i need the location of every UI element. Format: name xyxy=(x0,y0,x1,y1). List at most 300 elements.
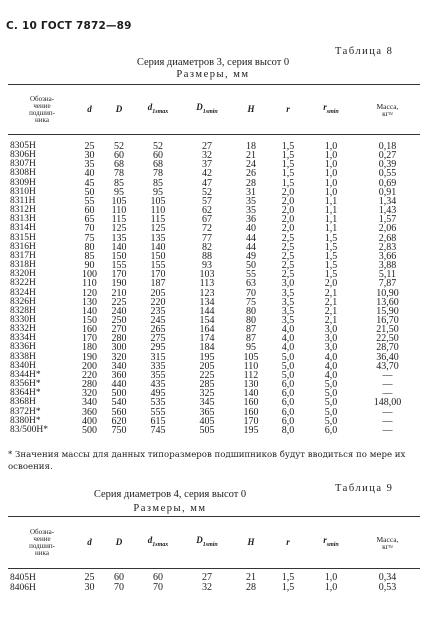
table-cell: 1,5 xyxy=(324,269,338,281)
table-cell: 44 xyxy=(246,241,256,253)
table-cell: 68 xyxy=(153,159,163,171)
table-cell: 26 xyxy=(246,168,256,180)
table-cell: 140 xyxy=(82,305,97,317)
table-cell: 6,0 xyxy=(281,406,295,418)
table-cell: 1,5 xyxy=(324,260,338,272)
table-cell: 28 xyxy=(246,177,256,189)
table-cell: — xyxy=(382,369,393,381)
table-cell: 32 xyxy=(202,582,212,594)
table-cell: 1,5 xyxy=(281,141,295,152)
table-cell: 187 xyxy=(150,278,166,290)
table-cell: 42 xyxy=(202,168,212,180)
table-cell: 80 xyxy=(246,314,256,326)
table-cell: 60 xyxy=(84,205,95,217)
table-cell: 325 xyxy=(199,388,215,400)
table-cell: 8364H* xyxy=(10,388,41,399)
table-cell: 8344H* xyxy=(10,369,41,380)
table-cell: 540 xyxy=(111,397,127,409)
table-cell: 70 xyxy=(246,287,256,299)
table-cell: 615 xyxy=(150,415,166,427)
table-cell: 1,43 xyxy=(378,205,397,217)
col-header-H: H xyxy=(247,537,255,547)
table-cell: 52 xyxy=(202,186,212,198)
table-row xyxy=(8,234,420,243)
col-header-r: r xyxy=(286,537,290,547)
table-cell: 0,34 xyxy=(378,572,397,583)
table-cell: 57 xyxy=(202,195,212,207)
table-cell: 2,0 xyxy=(281,195,295,207)
table-cell: 45 xyxy=(84,177,95,189)
table-cell: 112 xyxy=(243,369,259,381)
table-cell: 78 xyxy=(153,168,163,180)
table-cell: 8324H xyxy=(10,287,36,298)
table-cell: — xyxy=(382,424,393,436)
table-cell: 8330H xyxy=(10,314,36,325)
table-cell: 105 xyxy=(243,351,259,363)
table-cell: 4,0 xyxy=(281,342,295,354)
table-row xyxy=(8,142,420,151)
table-cell: 103 xyxy=(199,269,215,281)
table-cell: 150 xyxy=(111,250,127,262)
table-cell: 115 xyxy=(150,214,166,226)
table-cell: 5,0 xyxy=(324,415,338,427)
table-row xyxy=(8,573,420,583)
table-cell: 8307H xyxy=(10,159,36,170)
table-cell: 2,5 xyxy=(281,232,295,244)
table-cell: 80 xyxy=(84,241,95,253)
table-cell: 8322H xyxy=(10,278,36,289)
table-cell: 150 xyxy=(82,314,97,326)
table-cell: 110 xyxy=(243,360,259,372)
table9-body xyxy=(8,573,420,593)
table-cell: 2,68 xyxy=(378,232,397,244)
table-cell: 130 xyxy=(82,296,97,308)
table-cell: 265 xyxy=(150,324,166,336)
table-cell: 2,5 xyxy=(281,269,295,281)
table-cell: 320 xyxy=(82,388,97,400)
table-cell: 5,0 xyxy=(281,369,295,381)
table-cell: 110 xyxy=(111,205,127,217)
table-cell: 55 xyxy=(246,269,256,281)
col-header-rsmin: $r_{smin}$ xyxy=(323,101,339,115)
col-header-designation: Обозна- чение подшип- ника xyxy=(29,94,55,124)
table-row xyxy=(8,426,420,435)
table-cell: 18 xyxy=(246,141,256,152)
table-cell: 150 xyxy=(150,250,166,262)
table-cell: 93 xyxy=(202,260,212,272)
table-cell: 155 xyxy=(150,260,166,272)
table-cell: 2,1 xyxy=(324,296,338,308)
table-cell: 95 xyxy=(153,186,163,198)
table-cell: 37 xyxy=(202,159,212,171)
table-cell: 7,87 xyxy=(378,278,397,290)
table-cell: 140 xyxy=(111,241,127,253)
col-header-d1smax: $d_{1smax}$ xyxy=(147,101,169,115)
table-cell: 0,53 xyxy=(378,582,397,594)
col-header-D: D xyxy=(115,537,123,547)
table-cell: 1,5 xyxy=(281,177,295,189)
table-cell: 135 xyxy=(111,232,127,244)
table-cell: 1,0 xyxy=(324,159,338,171)
table-cell: 35 xyxy=(84,159,95,171)
table-cell: 88 xyxy=(202,250,212,262)
table-cell: 4,0 xyxy=(324,369,338,381)
table-cell: 2,1 xyxy=(324,305,338,317)
table-row xyxy=(8,243,420,252)
table-cell: 160 xyxy=(243,406,259,418)
table-row xyxy=(8,197,420,206)
table-cell: 105 xyxy=(111,195,127,207)
table-cell: 40 xyxy=(84,168,95,180)
table-cell: 1,0 xyxy=(324,141,338,152)
table-cell: 1,5 xyxy=(281,572,295,583)
table-cell: 85 xyxy=(114,177,124,189)
table-cell: 105 xyxy=(150,195,166,207)
table-cell: 30 xyxy=(84,582,95,594)
table-cell: 32 xyxy=(202,150,212,162)
table-cell: 72 xyxy=(202,223,212,235)
table-row xyxy=(8,188,420,197)
table8-body xyxy=(8,142,420,435)
table-cell: 3,66 xyxy=(378,250,397,262)
table-cell: 1,1 xyxy=(324,205,338,217)
table-cell: 160 xyxy=(82,324,97,336)
table-cell: 8356H* xyxy=(10,379,41,390)
table-cell: 2,5 xyxy=(281,260,295,272)
table-cell: 535 xyxy=(150,397,166,409)
table-cell: 195 xyxy=(243,424,259,436)
table-cell: 1,0 xyxy=(324,168,338,180)
table8-footnote: * Значения массы для данных типоразмеров подшипников будут вводиться по мере их освоения. xyxy=(8,450,406,472)
table-cell: 44 xyxy=(246,232,256,244)
table-cell: 95 xyxy=(114,186,124,198)
table-cell: 195 xyxy=(199,351,215,363)
table-cell: 0,69 xyxy=(378,177,397,189)
table-cell: 1,0 xyxy=(324,582,338,594)
table-cell: 170 xyxy=(82,333,97,345)
table-cell: 148,00 xyxy=(373,397,402,409)
table-cell: 8312H xyxy=(10,205,36,216)
table-cell: 154 xyxy=(199,314,215,326)
table-cell: 67 xyxy=(202,214,212,226)
table-cell: 170 xyxy=(243,415,259,427)
table-cell: 8311H xyxy=(10,195,36,206)
col-header-rsmin: $r_{smin}$ xyxy=(323,534,339,548)
table-cell: — xyxy=(382,379,393,391)
table-cell: 275 xyxy=(150,333,166,345)
table-cell: 8406H xyxy=(10,583,36,594)
table-cell: 140 xyxy=(150,241,166,253)
table-cell: 205 xyxy=(150,287,166,299)
table-cell: 40 xyxy=(246,223,256,235)
table-cell: 8326H xyxy=(10,296,36,307)
table-cell: 25 xyxy=(84,572,95,583)
table-cell: 5,11 xyxy=(378,269,397,281)
table9 xyxy=(8,516,420,593)
table-cell: 3,0 xyxy=(324,324,338,336)
table8 xyxy=(8,84,420,435)
table-cell: 6,0 xyxy=(281,415,295,427)
table-cell: 10,90 xyxy=(376,287,399,299)
table-cell: 8332H xyxy=(10,324,36,335)
col-header-d: d xyxy=(87,104,92,114)
table-cell: 2,0 xyxy=(281,205,295,217)
table-cell: 120 xyxy=(82,287,97,299)
table-cell: 77 xyxy=(202,232,212,244)
table-cell: 400 xyxy=(82,415,97,427)
table-cell: 1,34 xyxy=(378,195,397,207)
table-cell: 130 xyxy=(243,379,259,391)
table-row xyxy=(8,151,420,160)
table-cell: 620 xyxy=(111,415,127,427)
table-cell: 285 xyxy=(199,379,215,391)
table-cell: 8316H xyxy=(10,241,36,252)
table-cell: 2,0 xyxy=(281,223,295,235)
table-cell: 1,1 xyxy=(324,214,338,226)
table-cell: 144 xyxy=(199,305,215,317)
table-cell: 1,1 xyxy=(324,195,338,207)
table-cell: 1,5 xyxy=(324,232,338,244)
table-cell: 85 xyxy=(84,250,95,262)
table8-caption: Серия диаметров 3, серия высот 0 xyxy=(136,57,290,68)
table-cell: 205 xyxy=(199,360,215,372)
table-cell: 27 xyxy=(202,572,212,583)
col-header-D: D xyxy=(115,104,123,114)
table-cell: 27 xyxy=(202,141,212,152)
table-cell: 240 xyxy=(111,305,127,317)
table-cell: 3,5 xyxy=(281,287,295,299)
table-cell: 5,0 xyxy=(324,379,338,391)
table-cell: 135 xyxy=(150,232,166,244)
table-cell: 360 xyxy=(111,369,127,381)
table-cell: 35 xyxy=(246,205,256,217)
table-cell: 30 xyxy=(84,150,95,162)
table-cell: 3,5 xyxy=(281,305,295,317)
table-cell: 164 xyxy=(199,324,215,336)
table-cell: 21,50 xyxy=(376,324,399,336)
table-cell: 155 xyxy=(111,260,127,272)
table-cell: 300 xyxy=(111,342,127,354)
table-cell: 16,70 xyxy=(376,314,399,326)
table-cell: 184 xyxy=(199,342,215,354)
table-cell: 345 xyxy=(199,397,215,409)
table-cell: 125 xyxy=(111,223,127,235)
table-cell: 1,1 xyxy=(324,223,338,235)
table-cell: 8372H* xyxy=(10,406,41,417)
table-row xyxy=(8,252,420,261)
table-cell: 4,0 xyxy=(324,360,338,372)
table-cell: 200 xyxy=(82,360,97,372)
table-cell: 500 xyxy=(111,388,127,400)
col-header-D1smin: $D_{1smin}$ xyxy=(196,534,218,548)
table-cell: 190 xyxy=(82,351,97,363)
table-cell: 2,0 xyxy=(281,186,295,198)
table-cell: 1,0 xyxy=(324,186,338,198)
table-row xyxy=(8,206,420,215)
col-header-mass: Масса, кг≈ xyxy=(376,534,399,551)
table-cell: 495 xyxy=(150,388,166,400)
table-cell: 28,70 xyxy=(376,342,399,354)
table8-header-row xyxy=(8,85,420,135)
table-cell: 2,1 xyxy=(324,287,338,299)
table-cell: 31 xyxy=(246,186,256,198)
table-row xyxy=(8,160,420,169)
col-header-mass: Масса, кг≈ xyxy=(376,101,399,118)
table-cell: 85 xyxy=(153,177,163,189)
table-cell: 83/500H* xyxy=(10,424,48,435)
table-cell: 62 xyxy=(202,205,212,217)
table-cell: 8334H xyxy=(10,333,36,344)
table-cell: 8,0 xyxy=(281,424,295,436)
table-cell: 360 xyxy=(82,406,97,418)
table-cell: 28 xyxy=(246,582,256,594)
table-cell: 8310H xyxy=(10,186,36,197)
table-cell: 315 xyxy=(150,351,166,363)
col-header-d1smax: $d_{1smax}$ xyxy=(147,534,169,548)
table-cell: 8305H xyxy=(10,141,36,151)
table-cell: 555 xyxy=(150,406,166,418)
table-cell: 95 xyxy=(246,342,256,354)
table-cell: 140 xyxy=(243,388,259,400)
table-cell: 1,5 xyxy=(281,582,295,594)
table-cell: 8306H xyxy=(10,150,36,161)
table-cell: 70 xyxy=(84,223,95,235)
table-cell: — xyxy=(382,406,393,418)
table-cell: 8308H xyxy=(10,168,36,179)
table-cell: 3,5 xyxy=(281,314,295,326)
table-cell: 1,5 xyxy=(324,250,338,262)
table-cell: 180 xyxy=(82,342,97,354)
table-cell: 8313H xyxy=(10,214,36,225)
table-row xyxy=(8,270,420,279)
table-cell: 43,70 xyxy=(376,360,399,372)
table-cell: 2,1 xyxy=(324,314,338,326)
table-cell: 0,39 xyxy=(378,159,397,171)
table-cell: 8315H xyxy=(10,232,36,243)
table-cell: 3,5 xyxy=(281,296,295,308)
table-cell: 60 xyxy=(114,572,124,583)
table-cell: 36,40 xyxy=(376,351,399,363)
table-cell: 225 xyxy=(199,369,215,381)
table-cell: 1,5 xyxy=(324,241,338,253)
table-cell: 8405H xyxy=(10,573,36,583)
table-cell: 235 xyxy=(150,305,166,317)
table-cell: 170 xyxy=(111,269,127,281)
table-cell: — xyxy=(382,415,393,427)
table-cell: 2,5 xyxy=(281,241,295,253)
table-cell: 174 xyxy=(199,333,215,345)
table-cell: 50 xyxy=(84,186,95,198)
table-cell: 320 xyxy=(111,351,127,363)
table-cell: 2,83 xyxy=(378,241,397,253)
table-row xyxy=(8,169,420,178)
table-cell: 280 xyxy=(111,333,127,345)
table-cell: 60 xyxy=(153,572,163,583)
table-cell: 60 xyxy=(153,150,163,162)
table-cell: 47 xyxy=(202,177,212,189)
table-cell: 3,0 xyxy=(324,333,338,345)
table-cell: 21 xyxy=(246,572,256,583)
table-cell: 1,5 xyxy=(281,159,295,171)
table-cell: 49 xyxy=(246,250,256,262)
table-cell: 6,0 xyxy=(281,388,295,400)
table-cell: 5,0 xyxy=(281,360,295,372)
table-row xyxy=(8,179,420,188)
table-cell: 8318H xyxy=(10,260,36,271)
table8-label: Таблица 8 xyxy=(335,46,394,57)
table-cell: 220 xyxy=(82,369,97,381)
table-cell: 70 xyxy=(153,582,163,594)
table-cell: 115 xyxy=(111,214,127,226)
col-header-H: H xyxy=(247,104,255,114)
table-cell: 8340H xyxy=(10,360,36,371)
table-cell: 3,0 xyxy=(281,278,295,290)
table-cell: 123 xyxy=(199,287,215,299)
table-cell: 1,5 xyxy=(281,150,295,162)
table-cell: 15,90 xyxy=(376,305,399,317)
table-cell: 335 xyxy=(150,360,166,372)
table-cell: 13,60 xyxy=(376,296,399,308)
table-cell: 110 xyxy=(150,205,166,217)
table-cell: 355 xyxy=(150,369,166,381)
table-cell: 75 xyxy=(246,296,256,308)
table-cell: 75 xyxy=(84,232,95,244)
table-cell: 5,0 xyxy=(324,406,338,418)
table-cell: 435 xyxy=(150,379,166,391)
table-cell: 270 xyxy=(111,324,127,336)
table-cell: 78 xyxy=(114,168,124,180)
table-cell: 5,0 xyxy=(324,388,338,400)
table-cell: 24 xyxy=(246,159,256,171)
table-cell: 170 xyxy=(150,269,166,281)
table-cell: 21 xyxy=(246,150,256,162)
table-cell: 5,0 xyxy=(281,351,295,363)
table-cell: 113 xyxy=(199,278,215,290)
table-cell: 750 xyxy=(111,424,127,436)
table-cell: 295 xyxy=(150,342,166,354)
table-cell: 87 xyxy=(246,324,256,336)
table-cell: 8328H xyxy=(10,305,36,316)
table-cell: 4,0 xyxy=(324,351,338,363)
table-cell: 2,0 xyxy=(324,278,338,290)
table-cell: 0,91 xyxy=(378,186,397,198)
table-cell: 4,0 xyxy=(281,324,295,336)
table-cell: 2,5 xyxy=(281,250,295,262)
table-cell: — xyxy=(382,388,393,400)
table-cell: 280 xyxy=(82,379,97,391)
table-cell: 1,5 xyxy=(281,168,295,180)
table-cell: 1,57 xyxy=(378,214,397,226)
table-cell: 8320H xyxy=(10,269,36,280)
table-cell: 560 xyxy=(111,406,127,418)
table-cell: 52 xyxy=(114,141,124,152)
table-cell: 745 xyxy=(150,424,166,436)
table-cell: 55 xyxy=(84,195,95,207)
col-header-D1smin: $D_{1smin}$ xyxy=(196,101,218,115)
table8-units: Размеры, мм xyxy=(176,69,250,80)
table-row xyxy=(8,224,420,233)
table-cell: 190 xyxy=(111,278,127,290)
table-cell: 70 xyxy=(114,582,124,594)
table-cell: 4,0 xyxy=(281,333,295,345)
table-cell: 100 xyxy=(82,269,97,281)
table9-units: Размеры, мм xyxy=(133,503,207,514)
table-cell: 1,0 xyxy=(324,572,338,583)
table-cell: 52 xyxy=(153,141,163,152)
table-cell: 405 xyxy=(199,415,215,427)
table-cell: 110 xyxy=(82,278,97,290)
col-header-r: r xyxy=(286,104,290,114)
